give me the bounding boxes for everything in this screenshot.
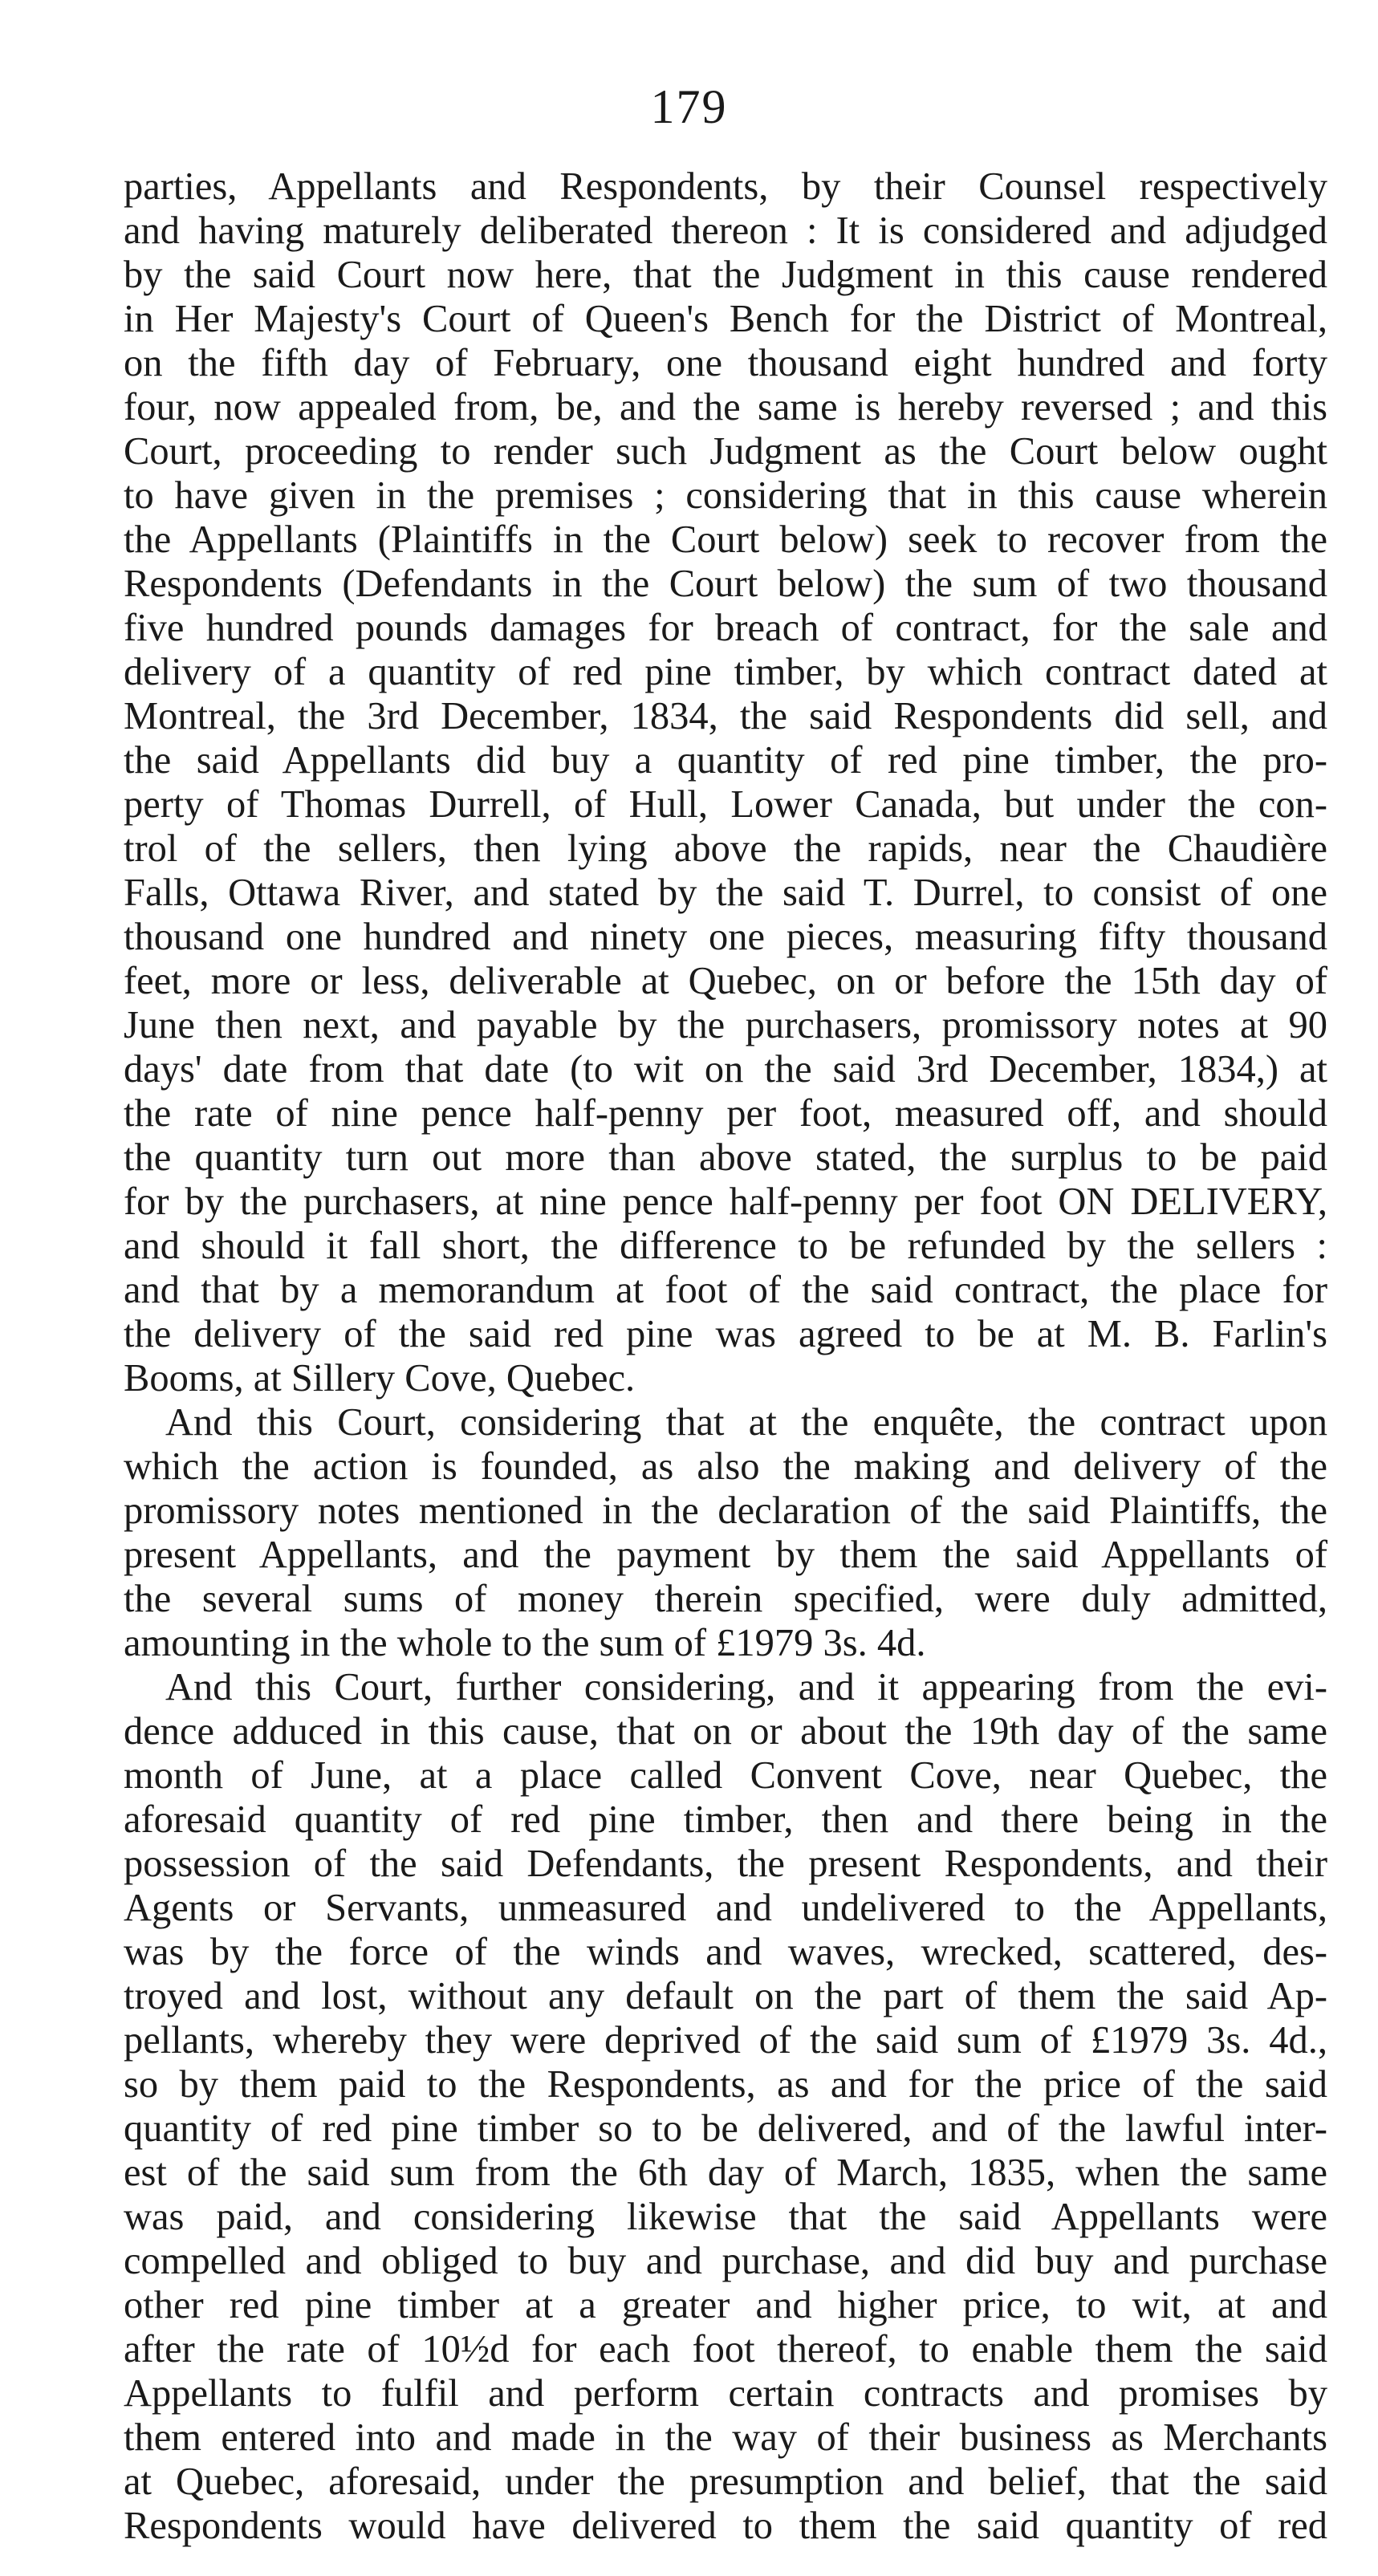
text-line: parties, Appellants and Respondents, by their Counsel respectively [124, 165, 1327, 208]
text-line: five hundred pounds damages for breach of contract, for the sale and [124, 607, 1327, 649]
text-line: delivery of a quantity of red pine timber, by which contract dated at [124, 651, 1327, 693]
text-line: Falls, Ottawa River, and stated by the said T. Durrel, to consist of one [124, 872, 1327, 914]
text-line: And this Court, considering that at the enquête, the contract upon [165, 1401, 1327, 1444]
text-line: the rate of nine pence half-penny per foot, measured off, and should [124, 1092, 1327, 1135]
text-line: thousand one hundred and ninety one pieces, measuring fifty thousand [124, 916, 1327, 958]
text-line: and should it fall short, the difference to be refunded by the sellers : [124, 1225, 1327, 1267]
text-line: amounting in the whole to the sum of £1979 3s. 4d. [124, 1622, 926, 1664]
text-line: them entered into and made in the way of their business as Merchants [124, 2416, 1327, 2459]
text-line: month of June, at a place called Convent Cove, near Quebec, the [124, 1754, 1327, 1797]
text-line: aforesaid quantity of red pine timber, then and there being in the [124, 1798, 1327, 1841]
text-line: the said Appellants did buy a quantity of red pine timber, the pro- [124, 739, 1327, 782]
text-line: Respondents would have delivered to them the said quantity of red [124, 2505, 1327, 2547]
text-line: days' date from that date (to wit on the said 3rd December, 1834,) at [124, 1048, 1327, 1091]
text-line: promissory notes mentioned in the declaration of the said Plaintiffs, the [124, 1489, 1327, 1532]
text-line: other red pine timber at a greater and higher price, to wit, at and [124, 2284, 1327, 2326]
text-line: pellants, whereby they were deprived of the said sum of £1979 3s. 4d., [124, 2019, 1327, 2062]
text-line: troyed and lost, without any default on the part of them the said Ap- [124, 1975, 1327, 2017]
text-line: Appellants to fulfil and perform certain contracts and promises by [124, 2372, 1327, 2415]
text-line: And this Court, further considering, and it appearing from the evi- [165, 1666, 1327, 1709]
text-line: Respondents (Defendants in the Court below) the sum of two thousand [124, 563, 1327, 605]
text-line: was by the force of the winds and waves, wrecked, scattered, des- [124, 1931, 1327, 1973]
text-line: the delivery of the said red pine was agreed to be at M. B. Farlin's [124, 1313, 1327, 1355]
text-line: the quantity turn out more than above stated, the surplus to be paid [124, 1136, 1327, 1179]
text-line: was paid, and considering likewise that the said Appellants were [124, 2196, 1327, 2238]
text-line: present Appellants, and the payment by them the said Appellants of [124, 1534, 1327, 1576]
text-line: Court, proceeding to render such Judgment as the Court below ought [124, 430, 1327, 473]
text-line: in Her Majesty's Court of Queen's Bench for the District of Montreal, [124, 298, 1327, 340]
text-line: Booms, at Sillery Cove, Quebec. [124, 1357, 636, 1400]
text-line: to have given in the premises ; considering that in this cause wherein [124, 474, 1327, 517]
text-line: for by the purchasers, at nine pence half-penny per foot ON DELIVERY, [124, 1180, 1327, 1223]
text-line: at Quebec, aforesaid, under the presumption and belief, that the said [124, 2460, 1327, 2503]
text-line: trol of the sellers, then lying above the rapids, near the Chaudière [124, 827, 1327, 870]
text-line: and having maturely deliberated thereon : It is considered and adjudged [124, 209, 1327, 252]
body-text [124, 165, 1327, 2548]
text-line: perty of Thomas Durrell, of Hull, Lower Canada, but under the con- [124, 783, 1327, 826]
text-line: Montreal, the 3rd December, 1834, the said Respondents did sell, and [124, 695, 1327, 737]
text-line: four, now appealed from, be, and the same is hereby reversed ; and this [124, 386, 1327, 429]
text-line: by the said Court now here, that the Judgment in this cause rendered [124, 254, 1327, 296]
text-line: which the action is founded, as also the making and delivery of the [124, 1445, 1327, 1488]
text-line: feet, more or less, deliverable at Quebec, on or before the 15th day of [124, 960, 1327, 1002]
text-line: the Appellants (Plaintiffs in the Court below) seek to recover from the [124, 518, 1327, 561]
text-line: so by them paid to the Respondents, as and for the price of the said [124, 2063, 1327, 2106]
text-line: after the rate of 10½d for each foot thereof, to enable them the said [124, 2328, 1327, 2371]
text-line: and that by a memorandum at foot of the said contract, the place for [124, 1269, 1327, 1311]
text-line: possession of the said Defendants, the present Respondents, and their [124, 1843, 1327, 1885]
text-line: quantity of red pine timber so to be delivered, and of the lawful inter- [124, 2107, 1327, 2150]
text-line: dence adduced in this cause, that on or about the 19th day of the same [124, 1710, 1327, 1753]
text-line: Agents or Servants, unmeasured and undelivered to the Appellants, [124, 1887, 1327, 1929]
page-number: 179 [650, 80, 728, 133]
text-line: June then next, and payable by the purchasers, promissory notes at 90 [124, 1004, 1327, 1046]
text-line: on the fifth day of February, one thousand eight hundred and forty [124, 342, 1327, 384]
text-line: est of the said sum from the 6th day of March, 1835, when the same [124, 2151, 1327, 2194]
text-line: the several sums of money therein specified, were duly admitted, [124, 1578, 1327, 1620]
text-line: compelled and obliged to buy and purchase, and did buy and purchase [124, 2240, 1327, 2282]
